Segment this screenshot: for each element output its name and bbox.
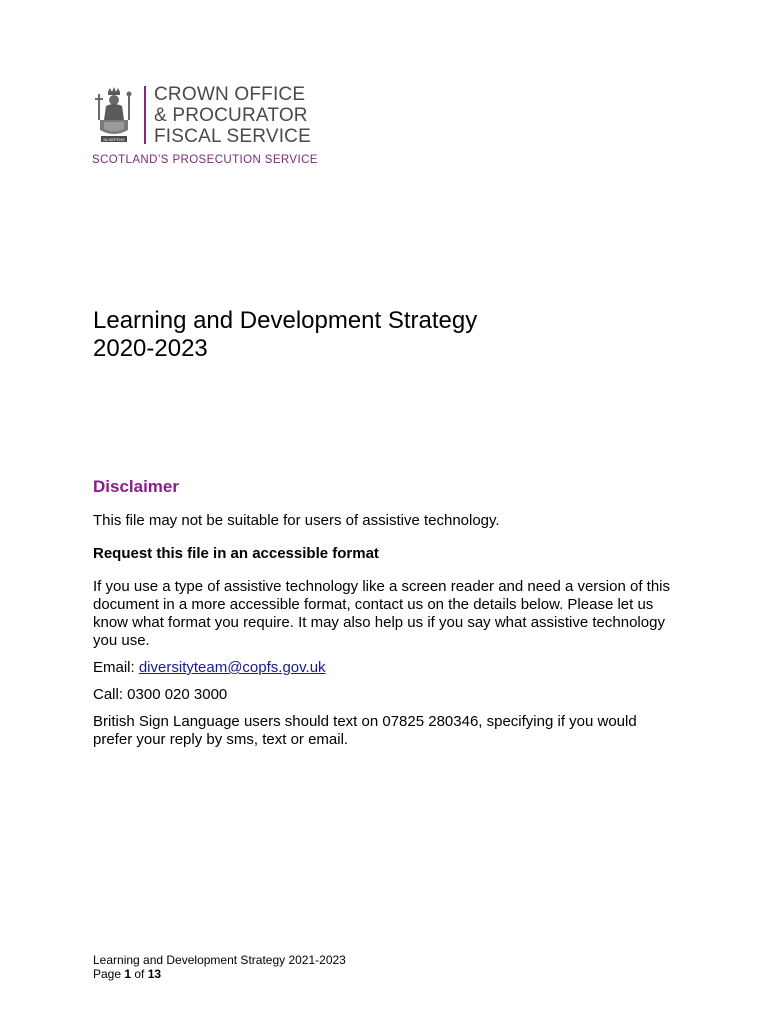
title-line-1: Learning and Development Strategy bbox=[93, 307, 478, 334]
email-line bbox=[93, 659, 673, 677]
page-current: 1 bbox=[124, 967, 132, 981]
page-footer bbox=[93, 953, 346, 981]
bsl-line: British Sign Language users should text on 07825 280346, specifying if you would prefer your reply by sms, text or email. bbox=[93, 713, 637, 748]
disclaimer-body: If you use a type of assistive technology like a screen reader and need a version of this document in a more accessible format, contact us on the details below. Please let us know what format you require. It may also help us if you say what assistive technology you use. bbox=[93, 578, 671, 649]
document-title bbox=[93, 307, 477, 363]
email-link[interactable]: diversityteam@copfs.gov.uk bbox=[138, 659, 326, 676]
organisation-name bbox=[154, 84, 311, 147]
disclaimer-intro: This file may not be suitable for users of assistive technology. bbox=[93, 512, 500, 529]
disclaimer-heading: Disclaimer bbox=[93, 477, 179, 496]
footer-doc-title: Learning and Development Strategy 2021-2023 bbox=[93, 953, 346, 967]
crest-motto: IN DEFENS bbox=[103, 136, 125, 142]
copfs-logo bbox=[92, 84, 322, 170]
logo-divider bbox=[144, 86, 146, 144]
logo-line-2: & PROCURATOR bbox=[154, 105, 308, 126]
disclaimer-section bbox=[93, 478, 673, 764]
title-line-2: 2020-2023 bbox=[93, 335, 208, 362]
logo-line-3: FISCAL SERVICE bbox=[154, 126, 311, 147]
call-line: Call: 0300 020 3000 bbox=[93, 686, 228, 703]
page-total: 13 bbox=[147, 967, 162, 981]
logo-subtitle: SCOTLAND’S PROSECUTION SERVICE bbox=[92, 154, 318, 166]
page-prefix: Page bbox=[93, 967, 125, 981]
request-heading: Request this file in an accessible format bbox=[93, 545, 379, 562]
logo-line-1: CROWN OFFICE bbox=[154, 84, 306, 105]
page-number bbox=[93, 967, 346, 981]
page-of: of bbox=[131, 967, 148, 981]
royal-crest-icon bbox=[92, 86, 136, 144]
email-label: Email: bbox=[93, 659, 139, 676]
